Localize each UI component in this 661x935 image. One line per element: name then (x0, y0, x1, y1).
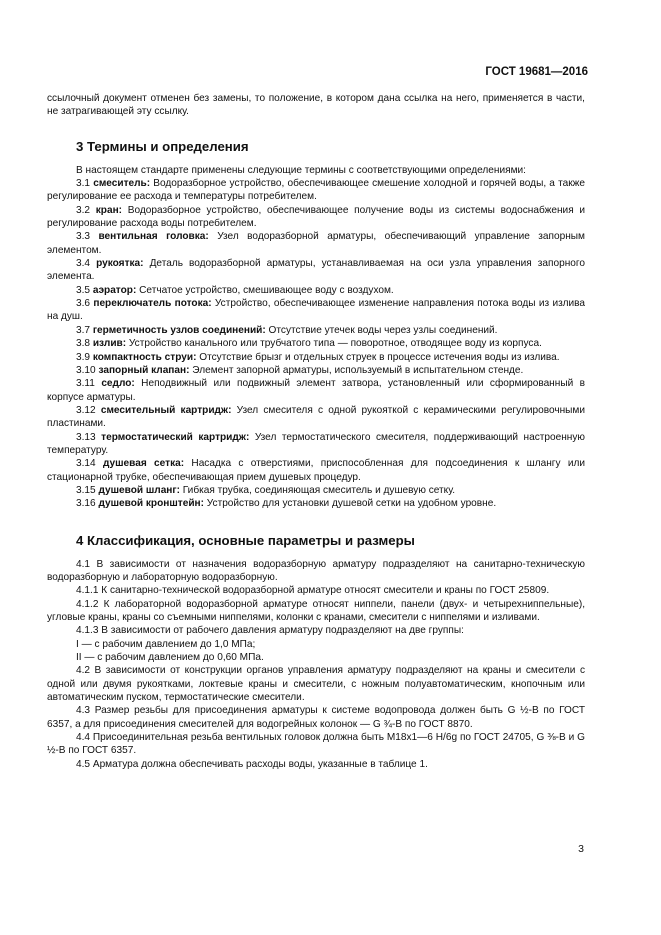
term-item (47, 431, 585, 458)
term-item (47, 404, 585, 431)
terms-list (47, 177, 585, 511)
term-number: 3.12 (76, 404, 101, 416)
term-name: запорный клапан: (98, 364, 190, 376)
term-item (47, 297, 585, 324)
term-number: 3.3 (76, 231, 99, 243)
term-item (47, 324, 585, 337)
term-name: переключатель потока: (93, 298, 212, 310)
term-item (47, 364, 585, 377)
term-definition: Неподвижный или подвижный элемент затвора, установленный или сформированный в корпусе арматуры. (47, 378, 585, 403)
clause-paragraph: I — с рабочим давлением до 1,0 МПа; (76, 638, 256, 650)
term-number: 3.9 (76, 351, 93, 363)
term-item (47, 230, 585, 257)
term-number: 3.16 (76, 498, 99, 510)
clause-paragraph: 4.3 Размер резьбы для присоединения арматуры к системе водопровода должен быть G ½-B по ГОСТ 6357, а для присоединения смесителей для водогрейных колонок — G ¾-B по ГОСТ 8870. (47, 705, 585, 730)
term-item (47, 484, 585, 497)
document-code: ГОСТ 19681—2016 (485, 66, 588, 78)
term-item (47, 351, 585, 364)
term-definition: Насадка с отверстиями, приспособленная для подсоединения к шлангу или стационарной трубке, обеспечивающая прием душевых процедур. (47, 458, 585, 483)
term-item (47, 204, 585, 231)
term-definition: Устройство, обеспечивающее изменение направления потока воды из излива на душ. (47, 298, 585, 323)
clause-paragraph: II — с рабочим давлением до 0,60 МПа. (76, 652, 264, 664)
term-definition: Устройство для установки душевой сетки на удобном уровне. (203, 498, 497, 510)
term-item (47, 497, 585, 510)
term-name: смесительный картридж: (100, 404, 232, 416)
term-number: 3.13 (76, 431, 102, 443)
clause-paragraph: 4.1 В зависимости от назначения водоразборную арматуру подразделяют на санитарно-техническую водоразборную и лабораторную водоразборную. (47, 558, 585, 583)
term-number: 3.2 (76, 204, 96, 216)
term-definition: Элемент запорной арматуры, используемый в испытательном стенде. (189, 364, 524, 376)
section-3-title: 3 Термины и определения (76, 138, 249, 154)
section-3-lead: В настоящем стандарте применены следующие термины с соответствующими определениями: (76, 164, 526, 176)
intro-paragraph: ссылочный документ отменен без замены, то положение, в котором дана ссылка на него, применяется в части, не затрагивающей эту ссылку. (47, 93, 585, 118)
term-name: душевая сетка: (102, 458, 185, 470)
term-definition: Отсутствие брызг и отдельных струек в процессе истечения воды из излива. (196, 351, 560, 363)
term-name: термостатический картридж: (101, 431, 250, 443)
term-name: седло: (101, 378, 135, 390)
term-item (47, 284, 585, 297)
term-name: кран: (95, 204, 123, 216)
term-number: 3.10 (76, 364, 99, 376)
term-item (47, 177, 585, 204)
page-body (47, 92, 585, 771)
term-name: компактность струи: (92, 351, 197, 363)
term-name: смеситель: (93, 178, 151, 190)
term-number: 3.1 (76, 178, 94, 190)
term-number: 3.14 (76, 458, 103, 470)
term-name: излив: (92, 338, 127, 350)
term-number: 3.8 (76, 338, 93, 350)
term-item (47, 337, 585, 350)
clause-paragraph: 4.1.3 В зависимости от рабочего давления арматуру подразделяют на две группы: (76, 625, 464, 637)
clause-paragraph: 4.2 В зависимости от конструкции органов управления арматуру подразделяют на краны и смесители с одной или двумя рукоятками, локтевые краны и смесители, с ножным полуавтоматическим, кнопочным или автоматическим пуском, термостатические смесители. (47, 665, 585, 704)
term-definition: Водоразборное устройство, обеспечивающее смешение холодной и горячей воды, а также регулирование ее расхода и температуры потребителем. (47, 178, 585, 203)
term-item (47, 257, 585, 284)
term-definition: Деталь водоразборной арматуры, устанавливаемая на оси узла управления запорного элемента. (47, 258, 585, 283)
clause-paragraph: 4.1.1 К санитарно-технической водоразборной арматуре относят смесители и краны по ГОСТ 25809. (76, 585, 550, 597)
term-definition: Устройство канального или трубчатого типа — поворотное, отводящее воду из корпуса. (126, 338, 542, 350)
clause-paragraph: 4.5 Арматура должна обеспечивать расходы воды, указанные в таблице 1. (76, 758, 428, 770)
term-name: герметичность узлов соединений: (92, 324, 266, 336)
term-item (47, 457, 585, 484)
term-item (47, 377, 585, 404)
term-number: 3.7 (76, 324, 93, 336)
section-4-title: 4 Классификация, основные параметры и размеры (76, 532, 415, 548)
term-number: 3.11 (76, 378, 102, 390)
term-name: вентильная головка: (98, 231, 209, 243)
term-name: аэратор: (92, 284, 137, 296)
clause-paragraph: 4.1.2 К лабораторной водоразборной арматуре относят ниппели, панели (двух- и четырехниппельные), угловые краны, краны со съемными ниппелями, колонки с кранами, смесители с ниппелями и изливами. (47, 598, 585, 623)
term-number: 3.5 (76, 284, 93, 296)
term-number: 3.4 (76, 258, 97, 270)
term-definition: Водоразборное устройство, обеспечивающее получение воды из системы водоснабжения и регулирование расхода воды потребителем. (47, 204, 586, 230)
term-name: душевой шланг: (98, 484, 180, 496)
term-definition: Гибкая трубка, соединяющая смеситель и душевую сетку. (179, 484, 456, 496)
clause-paragraph: 4.4 Присоединительная резьба вентильных головок должна быть M18x1—6 H/6g по ГОСТ 24705, G ⅜-B и G ½-B по ГОСТ 6357. (47, 732, 585, 757)
term-number: 3.6 (76, 298, 94, 310)
section-4-body (47, 558, 585, 772)
term-number: 3.15 (76, 484, 99, 496)
page-number: 3 (578, 843, 584, 855)
term-name: душевой кронштейн: (98, 498, 204, 510)
term-definition: Сетчатое устройство, смешивающее воду с воздухом. (136, 284, 394, 296)
term-definition: Отсутствие утечек воды через узлы соединений. (265, 324, 498, 336)
term-definition: Узел термостатического смесителя, поддерживающий настроенную температуру. (47, 431, 586, 456)
term-definition: Узел смесителя с одной рукояткой с керамическими регулировочными пластинами. (47, 404, 586, 430)
term-definition: Узел водоразборной арматуры, обеспечивающий управление запорным элементом. (47, 231, 585, 256)
term-name: рукоятка: (96, 258, 144, 270)
